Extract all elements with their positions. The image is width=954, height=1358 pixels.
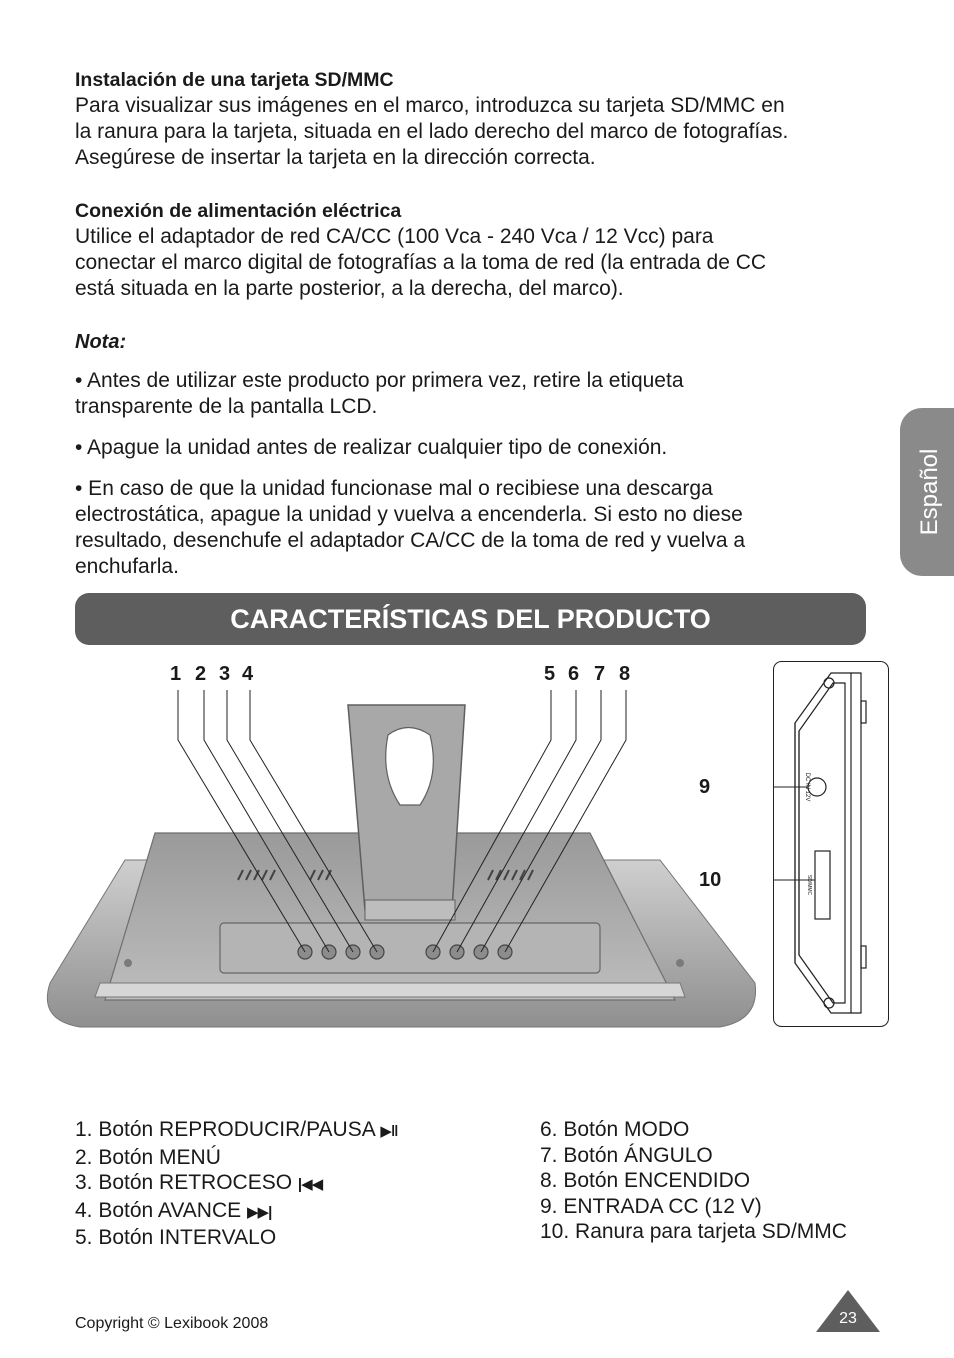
- list-item: 1. Botón REPRODUCIR/PAUSA ▶‖: [75, 1118, 398, 1141]
- photo-frame-side-illustration: [773, 661, 889, 1027]
- copyright-text: Copyright © Lexibook 2008: [75, 1315, 269, 1332]
- power-section: [75, 198, 875, 302]
- callout-number: 1: [170, 663, 182, 685]
- bullet-line: • Apague la unidad antes de realizar cualquier tipo de conexión.: [75, 436, 668, 459]
- bullet-line: resultado, desenchufe el adaptador CA/CC de la toma de red y vuelva a: [75, 529, 746, 552]
- power-text-line: conectar el marco digital de fotografías a la toma de red (la entrada de CC: [75, 251, 767, 274]
- bullet-line: enchufarla.: [75, 555, 179, 578]
- callout-number: 6: [568, 663, 580, 685]
- note-label: Nota:: [75, 331, 127, 353]
- callout-number: 8: [619, 663, 631, 685]
- list-item: 6. Botón MODO: [540, 1118, 690, 1141]
- language-tab-label: Español: [916, 448, 943, 536]
- sd-card-heading: Instalación de una tarjeta SD/MMC: [75, 69, 394, 91]
- language-tab: [900, 408, 954, 576]
- note-bullet-2: [75, 435, 870, 461]
- list-item: 4. Botón AVANCE ▶▶|: [75, 1198, 272, 1222]
- note-bullet-1: [75, 368, 870, 420]
- list-item: 3. Botón RETROCESO |◀◀: [75, 1171, 323, 1195]
- sd-card-text-line: Asegúrese de insertar la tarjeta en la dirección correcta.: [75, 146, 596, 169]
- sd-card-section: [75, 67, 875, 171]
- sd-card-text-line: la ranura para la tarjeta, situada en el lado derecho del marco de fotografías.: [75, 120, 789, 143]
- note-bullet-3: [75, 476, 870, 580]
- list-item: 2. Botón MENÚ: [75, 1145, 221, 1169]
- callout-number: 2: [195, 663, 207, 685]
- list-item: 9. ENTRADA CC (12 V): [540, 1194, 762, 1218]
- sd-slot-label: SD/MMC: [806, 874, 812, 896]
- callout-number: 7: [594, 663, 606, 685]
- power-heading: Conexión de alimentación eléctrica: [75, 200, 402, 222]
- play-pause-icon: ▶‖: [380, 1123, 398, 1140]
- rewind-icon: |◀◀: [297, 1176, 323, 1194]
- list-item: 10. Ranura para tarjeta SD/MMC: [540, 1220, 847, 1244]
- bullet-line: • Antes de utilizar este producto por primera vez, retire la etiqueta: [75, 369, 684, 392]
- sd-card-text-line: Para visualizar sus imágenes en el marco, introduzca su tarjeta SD/MMC en: [75, 94, 785, 117]
- list-item: 7. Botón ÁNGULO: [540, 1143, 713, 1167]
- photo-frame-back-illustration: [20, 665, 780, 1050]
- section-banner: CARACTERÍSTICAS DEL PRODUCTO: [75, 593, 866, 645]
- features-list-left: [75, 1117, 397, 1251]
- fast-forward-icon: ▶▶|: [247, 1203, 272, 1221]
- bullet-line: electrostática, apague la unidad y vuelva a encenderla. Si esto no diese: [75, 503, 743, 526]
- bullet-line: transparente de la pantalla LCD.: [75, 395, 378, 418]
- page-number: 23: [839, 1310, 857, 1327]
- dc-port-label: DC IN 12V: [804, 772, 810, 802]
- list-item: 5. Botón INTERVALO: [75, 1226, 277, 1250]
- callout-number: 4: [242, 663, 254, 685]
- power-text-line: Utilice el adaptador de red CA/CC (100 Vca - 240 Vca / 12 Vcc) para: [75, 225, 714, 248]
- list-item: 8. Botón ENCENDIDO: [540, 1169, 751, 1193]
- bullet-line: • En caso de que la unidad funcionase mal o recibiese una descarga: [75, 477, 713, 500]
- callout-number: 3: [219, 663, 231, 685]
- callout-number: 5: [544, 663, 556, 685]
- features-list-right: [540, 1117, 847, 1245]
- callout-number: 10: [699, 869, 722, 891]
- callout-number: 9: [699, 776, 711, 798]
- power-text-line: está situada en la parte posterior, a la derecha, del marco).: [75, 277, 624, 300]
